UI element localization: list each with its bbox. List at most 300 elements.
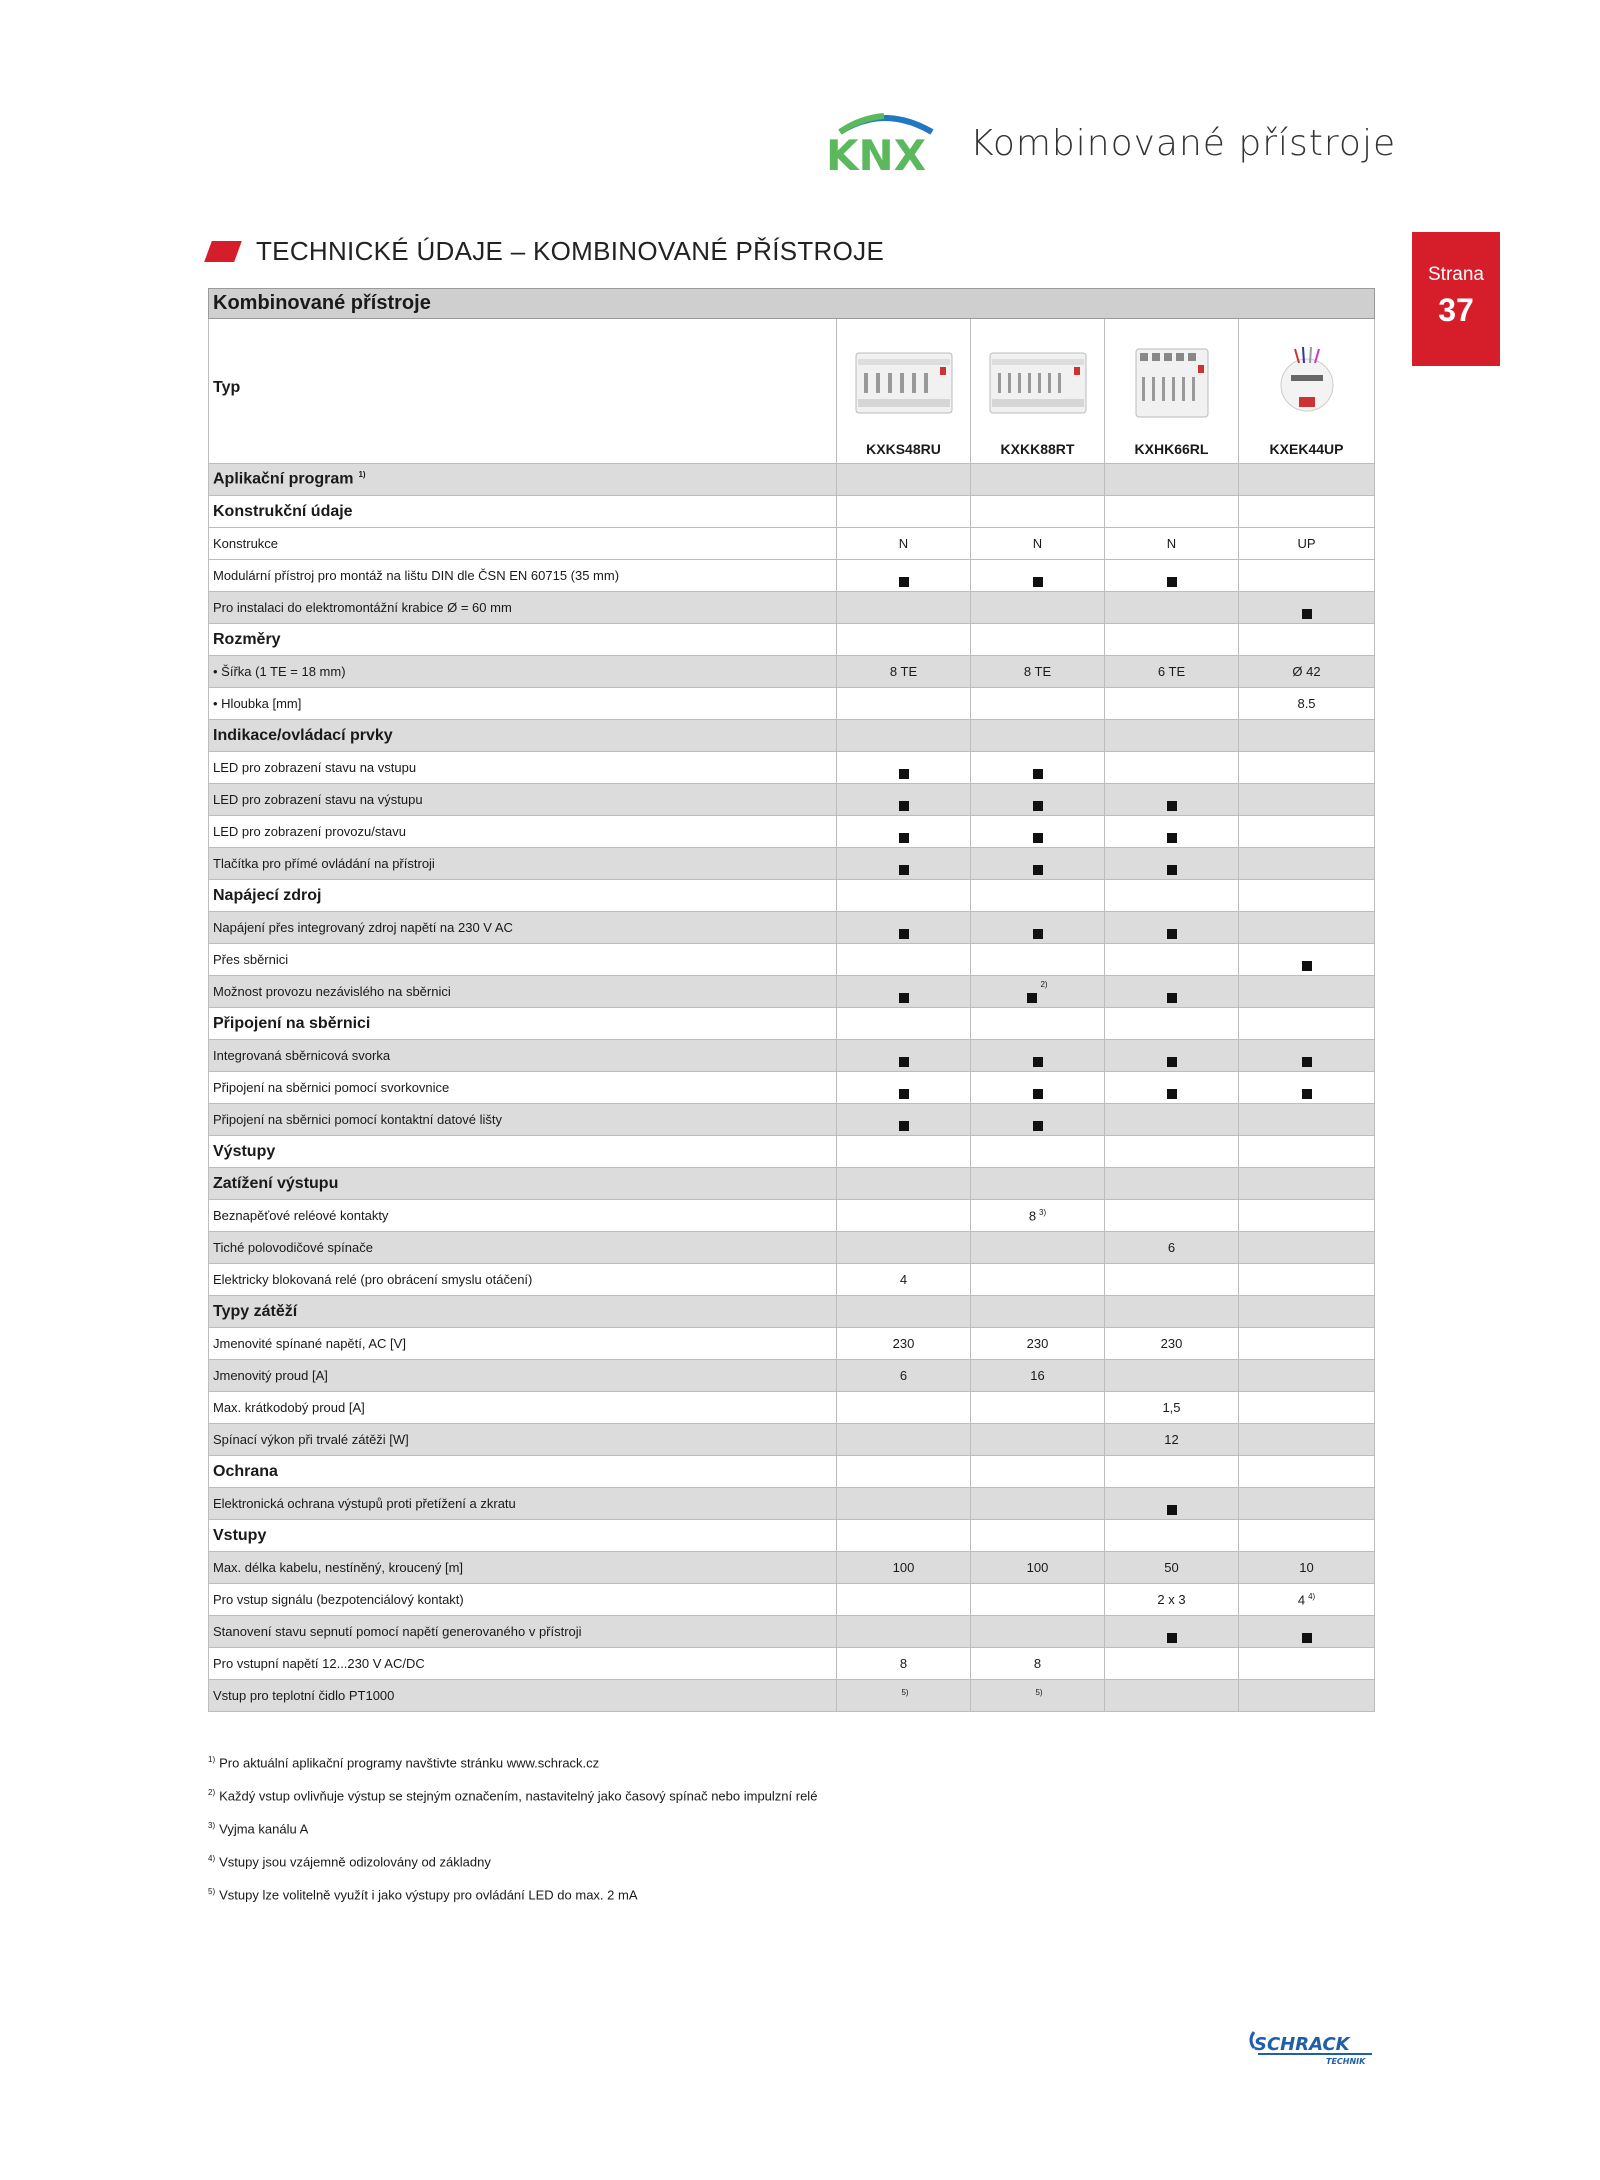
footnote-mark: 2): [208, 1788, 216, 1797]
value-cell: [1105, 848, 1239, 880]
row-label: Pro vstup signálu (bezpotenciálový kontakt): [213, 1592, 464, 1607]
row-label: Zatížení výstupu: [213, 1174, 339, 1192]
footnote: [208, 1755, 817, 1788]
table-row: [209, 1424, 1375, 1456]
value-cell: [1239, 976, 1375, 1008]
value-cell: [1105, 752, 1239, 784]
value-cell: [1239, 1680, 1375, 1712]
value-cell: [1105, 1008, 1239, 1040]
cell-value: 6 TE: [1157, 664, 1186, 679]
check-square-icon: [1033, 577, 1043, 587]
section-row: [209, 1008, 1375, 1040]
value-cell: [971, 912, 1105, 944]
check-square-icon: [899, 833, 909, 843]
footnote: [208, 1854, 817, 1887]
value-cell: [1239, 1008, 1375, 1040]
footnote-ref: 2): [1040, 980, 1048, 990]
value-cell: [971, 1360, 1105, 1392]
cell-value: 16: [1030, 1368, 1045, 1383]
row-label-cell: [209, 1616, 837, 1648]
value-cell: [1105, 1616, 1239, 1648]
cell-value: Ø 42: [1292, 664, 1321, 679]
check-square-icon: [1033, 929, 1043, 939]
value-cell: [1105, 464, 1239, 496]
row-label: Vstupy: [213, 1526, 267, 1544]
value-cell: [971, 1584, 1105, 1616]
value-cell: [971, 1616, 1105, 1648]
page-number-tab: [1412, 232, 1500, 366]
row-label-cell: [209, 880, 837, 912]
value-cell: [971, 496, 1105, 528]
row-label-cell: [209, 592, 837, 624]
value-cell: [1105, 1072, 1239, 1104]
value-cell: [1105, 880, 1239, 912]
value-cell: [1239, 688, 1375, 720]
value-cell: [971, 1104, 1105, 1136]
value-cell: [1239, 656, 1375, 688]
value-cell: [1105, 1200, 1239, 1232]
knx-logo: [820, 108, 948, 178]
value-cell: [837, 752, 971, 784]
check-square-icon: [1167, 1505, 1177, 1515]
row-label: Připojení na sběrnici pomocí svorkovnice: [213, 1080, 450, 1095]
value-cell: [1105, 784, 1239, 816]
check-square-icon: [899, 993, 909, 1003]
value-cell: [1105, 1232, 1239, 1264]
check-square-icon: [899, 1089, 909, 1099]
table-row: [209, 1392, 1375, 1424]
value-cell: [1105, 1488, 1239, 1520]
cell-value: 100: [1026, 1560, 1049, 1575]
cell-value: 8 TE: [889, 664, 918, 679]
page-header: [820, 108, 1396, 178]
value-cell: [837, 1136, 971, 1168]
value-cell: [1239, 1328, 1375, 1360]
table-row: [209, 528, 1375, 560]
value-cell: [1239, 1040, 1375, 1072]
cell-value: N: [898, 536, 909, 551]
value-cell: [1239, 1296, 1375, 1328]
row-label-cell: [209, 1072, 837, 1104]
row-label-cell: [209, 1168, 837, 1200]
value-cell: [837, 1488, 971, 1520]
check-square-icon: [1167, 1089, 1177, 1099]
check-square-icon: [1033, 769, 1043, 779]
value-cell: [971, 720, 1105, 752]
row-label-cell: [209, 624, 837, 656]
section-row: [209, 496, 1375, 528]
cell-value: 10: [1299, 1560, 1314, 1575]
value-cell: [971, 1488, 1105, 1520]
value-cell: [1105, 816, 1239, 848]
value-cell: [1105, 656, 1239, 688]
row-label: Výstupy: [213, 1142, 276, 1160]
table-row: [209, 1104, 1375, 1136]
value-cell: [837, 912, 971, 944]
row-label-cell: [209, 752, 837, 784]
check-square-icon: [1167, 929, 1177, 939]
schrack-logo: [1248, 2028, 1376, 2072]
flush-mount-module-icon: [1277, 345, 1337, 421]
value-cell: [971, 880, 1105, 912]
row-label-cell: [209, 1264, 837, 1296]
cell-value: 8: [1033, 1656, 1042, 1671]
value-cell: [837, 848, 971, 880]
value-cell: [1105, 624, 1239, 656]
row-label: Ochrana: [213, 1462, 278, 1480]
section-row: [209, 720, 1375, 752]
value-cell: [1239, 1200, 1375, 1232]
value-cell: [1105, 720, 1239, 752]
value-cell: [1105, 1392, 1239, 1424]
check-square-icon: [1027, 993, 1037, 1003]
value-cell: [971, 752, 1105, 784]
table-row: [209, 560, 1375, 592]
value-cell: [837, 528, 971, 560]
table-title-row: [209, 289, 1375, 319]
row-label: Elektronická ochrana výstupů proti přetížení a zkratu: [213, 1496, 516, 1511]
value-cell: [1239, 1392, 1375, 1424]
value-cell: [837, 1424, 971, 1456]
section-row: [209, 1168, 1375, 1200]
cell-value: 230: [892, 1336, 915, 1351]
value-cell: [837, 816, 971, 848]
check-square-icon: [1167, 1057, 1177, 1067]
product-cell: [837, 319, 971, 464]
footnote-mark: 5): [208, 1887, 216, 1896]
row-label-cell: [209, 1488, 837, 1520]
row-label: Stanovení stavu sepnutí pomocí napětí generovaného v přístroji: [213, 1624, 582, 1639]
section-row: [209, 464, 1375, 496]
footnote-text: Vstupy lze volitelně využít i jako výstupy pro ovládání LED do max. 2 mA: [219, 1887, 638, 1903]
footnote-ref: 5): [1035, 1687, 1043, 1697]
check-square-icon: [1033, 865, 1043, 875]
value-cell: [1105, 1040, 1239, 1072]
row-label-cell: [209, 1392, 837, 1424]
check-square-icon: [1033, 1121, 1043, 1131]
value-cell: [1105, 1264, 1239, 1296]
table-row: [209, 976, 1375, 1008]
value-cell: [971, 624, 1105, 656]
value-cell: [1105, 1552, 1239, 1584]
value-cell: [971, 1648, 1105, 1680]
check-square-icon: [899, 769, 909, 779]
row-label: Modulární přístroj pro montáž na lištu DIN dle ČSN EN 60715 (35 mm): [213, 568, 620, 583]
table-row: [209, 848, 1375, 880]
value-cell: [837, 720, 971, 752]
value-cell: [1239, 624, 1375, 656]
footnote-text: Pro aktuální aplikační programy navštivte stránku www.schrack.cz: [219, 1755, 600, 1771]
brand-sub: TECHNIK: [1326, 2057, 1366, 2066]
value-cell: [1105, 1424, 1239, 1456]
value-cell: [837, 1616, 971, 1648]
footnote-text: Každý vstup ovlivňuje výstup se stejným označením, nastavitelný jako časový spínač nebo impulzní relé: [219, 1788, 818, 1804]
value-cell: [1239, 560, 1375, 592]
value-cell: [1239, 1264, 1375, 1296]
value-cell: [1239, 752, 1375, 784]
page-tab-label: Strana: [1428, 264, 1484, 285]
value-cell: [1239, 528, 1375, 560]
row-label-cell: [209, 976, 837, 1008]
row-label: LED pro zobrazení stavu na vstupu: [213, 760, 417, 775]
check-square-icon: [1167, 577, 1177, 587]
footnote-text: Vstupy jsou vzájemně odizolovány od základny: [219, 1854, 491, 1870]
table-row: [209, 1072, 1375, 1104]
row-label: Připojení na sběrnici: [213, 1014, 371, 1032]
value-cell: [971, 1680, 1105, 1712]
cell-value: 6: [1167, 1240, 1176, 1255]
value-cell: [837, 1456, 971, 1488]
din-rail-module-icon: [1134, 347, 1210, 419]
row-label: Typy zátěží: [213, 1302, 298, 1320]
value-cell: [837, 624, 971, 656]
value-cell: [1239, 912, 1375, 944]
cell-value: 8.5: [1297, 696, 1316, 711]
value-cell: [971, 656, 1105, 688]
value-cell: [1239, 848, 1375, 880]
check-square-icon: [1167, 993, 1177, 1003]
row-label: Integrovaná sběrnicová svorka: [213, 1048, 391, 1063]
value-cell: [1239, 1424, 1375, 1456]
value-cell: [837, 464, 971, 496]
row-label-cell: [209, 560, 837, 592]
footnote: [208, 1788, 817, 1821]
cell-value: 230: [1160, 1336, 1183, 1351]
check-square-icon: [1033, 801, 1043, 811]
row-label: Konstrukce: [213, 536, 279, 551]
value-cell: [837, 496, 971, 528]
cell-value: 230: [1026, 1336, 1049, 1351]
cell-value: 100: [892, 1560, 915, 1575]
value-cell: [1239, 1168, 1375, 1200]
check-square-icon: [1302, 609, 1312, 619]
value-cell: [1239, 1360, 1375, 1392]
row-label: Vstup pro teplotní čidlo PT1000: [213, 1688, 395, 1703]
value-cell: [837, 1552, 971, 1584]
table-row: [209, 1264, 1375, 1296]
value-cell: [971, 1200, 1105, 1232]
section-heading: [208, 236, 884, 267]
row-label-cell: [209, 1648, 837, 1680]
footnote-mark: 1): [208, 1755, 216, 1764]
product-code: KXKS48RU: [866, 441, 941, 457]
row-label: LED pro zobrazení stavu na výstupu: [213, 792, 423, 807]
table-row: [209, 1680, 1375, 1712]
table-row: [209, 1040, 1375, 1072]
footnote-text: Vyjma kanálu A: [219, 1821, 309, 1837]
row-label-cell: [209, 1136, 837, 1168]
value-cell: [1239, 1648, 1375, 1680]
row-label-cell: [209, 784, 837, 816]
section-row: [209, 880, 1375, 912]
value-cell: [1105, 528, 1239, 560]
value-cell: [1239, 1520, 1375, 1552]
footnote-mark: 3): [208, 1821, 216, 1830]
row-label: Indikace/ovládací prvky: [213, 726, 393, 744]
page-number: 37: [1438, 292, 1474, 328]
check-square-icon: [899, 865, 909, 875]
value-cell: [837, 1520, 971, 1552]
table-row: [209, 1648, 1375, 1680]
row-label-cell: [209, 464, 837, 496]
row-label-cell: [209, 1680, 837, 1712]
value-cell: [837, 1680, 971, 1712]
cell-value: UP: [1297, 536, 1316, 551]
value-cell: [971, 560, 1105, 592]
value-cell: [971, 816, 1105, 848]
row-label: Jmenovité spínané napětí, AC [V]: [213, 1336, 406, 1351]
value-cell: [971, 1392, 1105, 1424]
value-cell: [971, 848, 1105, 880]
value-cell: [1105, 1360, 1239, 1392]
value-cell: [1239, 1072, 1375, 1104]
table-row: [209, 592, 1375, 624]
value-cell: [971, 976, 1105, 1008]
value-cell: [1239, 496, 1375, 528]
value-cell: [1105, 1104, 1239, 1136]
check-square-icon: [899, 1121, 909, 1131]
cell-value: 8: [1028, 1208, 1037, 1224]
page-title: Kombinované přístroje: [970, 122, 1397, 164]
value-cell: [1239, 944, 1375, 976]
value-cell: [837, 1040, 971, 1072]
value-cell: [1239, 1584, 1375, 1616]
row-label: Tlačítka pro přímé ovládání na přístroji: [213, 856, 435, 871]
check-square-icon: [1302, 1057, 1312, 1067]
cell-value: 2 x 3: [1157, 1592, 1186, 1607]
value-cell: [1239, 592, 1375, 624]
value-cell: [837, 1200, 971, 1232]
row-label-cell: [209, 1232, 837, 1264]
check-square-icon: [899, 929, 909, 939]
row-label-cell: [209, 720, 837, 752]
row-label: Beznapěťové reléové kontakty: [213, 1208, 389, 1223]
row-label-cell: [209, 1456, 837, 1488]
table-row: [209, 752, 1375, 784]
check-square-icon: [1302, 961, 1312, 971]
row-label: Napájecí zdroj: [213, 886, 322, 904]
value-cell: [837, 1232, 971, 1264]
row-label-cell: [209, 1104, 837, 1136]
check-square-icon: [1033, 1089, 1043, 1099]
table-row: [209, 912, 1375, 944]
row-label-cell: [209, 1584, 837, 1616]
row-label: Jmenovitý proud [A]: [213, 1368, 328, 1383]
value-cell: [1239, 816, 1375, 848]
table-row: [209, 1584, 1375, 1616]
table-row: [209, 816, 1375, 848]
value-cell: [1239, 1232, 1375, 1264]
value-cell: [971, 1552, 1105, 1584]
cell-value: N: [1032, 536, 1043, 551]
value-cell: [837, 1328, 971, 1360]
value-cell: [1105, 1296, 1239, 1328]
value-cell: [837, 1648, 971, 1680]
check-square-icon: [1167, 1633, 1177, 1643]
value-cell: [1105, 912, 1239, 944]
row-label-cell: [209, 1296, 837, 1328]
value-cell: [1105, 1648, 1239, 1680]
value-cell: [971, 1008, 1105, 1040]
value-cell: [1105, 1168, 1239, 1200]
row-label-cell: [209, 848, 837, 880]
section-row: [209, 1456, 1375, 1488]
footnotes: [208, 1755, 817, 1920]
value-cell: [1239, 1552, 1375, 1584]
cell-value: 12: [1164, 1432, 1179, 1447]
cell-value: 8 TE: [1023, 664, 1052, 679]
row-label: Připojení na sběrnici pomocí kontaktní datové lišty: [213, 1112, 503, 1127]
value-cell: [1105, 976, 1239, 1008]
value-cell: [837, 1168, 971, 1200]
type-row: [209, 319, 1375, 464]
value-cell: [971, 1328, 1105, 1360]
value-cell: [1239, 1488, 1375, 1520]
row-label-cell: [209, 656, 837, 688]
value-cell: [1239, 1456, 1375, 1488]
row-label: Spínací výkon při trvalé zátěži [W]: [213, 1432, 409, 1447]
value-cell: [837, 560, 971, 592]
table-row: [209, 784, 1375, 816]
footnote-ref: 5): [901, 1687, 909, 1697]
value-cell: [971, 1072, 1105, 1104]
row-label-cell: [209, 1520, 837, 1552]
footnote: [208, 1887, 817, 1920]
value-cell: [1239, 1104, 1375, 1136]
value-cell: [971, 1136, 1105, 1168]
value-cell: [971, 1296, 1105, 1328]
footnote-ref: 1): [358, 470, 366, 480]
value-cell: [837, 688, 971, 720]
row-label-cell: [209, 1328, 837, 1360]
row-label-cell: [209, 1360, 837, 1392]
row-label: • Hloubka [mm]: [213, 696, 302, 711]
check-square-icon: [1302, 1633, 1312, 1643]
value-cell: [1239, 784, 1375, 816]
row-label-cell: [209, 1008, 837, 1040]
value-cell: [971, 1424, 1105, 1456]
value-cell: [971, 1232, 1105, 1264]
value-cell: [971, 1520, 1105, 1552]
row-label-cell: [209, 1040, 837, 1072]
value-cell: [1105, 688, 1239, 720]
value-cell: [1105, 1584, 1239, 1616]
check-square-icon: [1167, 865, 1177, 875]
row-label: Možnost provozu nezávislého na sběrnici: [213, 984, 451, 999]
value-cell: [837, 1296, 971, 1328]
value-cell: [1239, 464, 1375, 496]
value-cell: [971, 592, 1105, 624]
table-row: [209, 688, 1375, 720]
row-label: Pro instalaci do elektromontážní krabice Ø = 60 mm: [213, 600, 512, 615]
value-cell: [1105, 1520, 1239, 1552]
knx-logo-text: KNX: [826, 131, 927, 178]
din-rail-module-icon: [854, 349, 954, 417]
section-title: TECHNICKÉ ÚDAJE – KOMBINOVANÉ PŘÍSTROJE: [256, 236, 885, 266]
cell-value: 4: [1297, 1592, 1306, 1608]
check-square-icon: [899, 577, 909, 587]
section-row: [209, 1520, 1375, 1552]
row-label: Konstrukční údaje: [213, 502, 353, 520]
value-cell: [971, 1168, 1105, 1200]
product-cell: [1239, 319, 1375, 464]
product-code: KXHK66RL: [1134, 441, 1209, 457]
check-square-icon: [1033, 833, 1043, 843]
value-cell: [837, 1072, 971, 1104]
value-cell: [837, 1360, 971, 1392]
value-cell: [1239, 720, 1375, 752]
value-cell: [837, 1008, 971, 1040]
